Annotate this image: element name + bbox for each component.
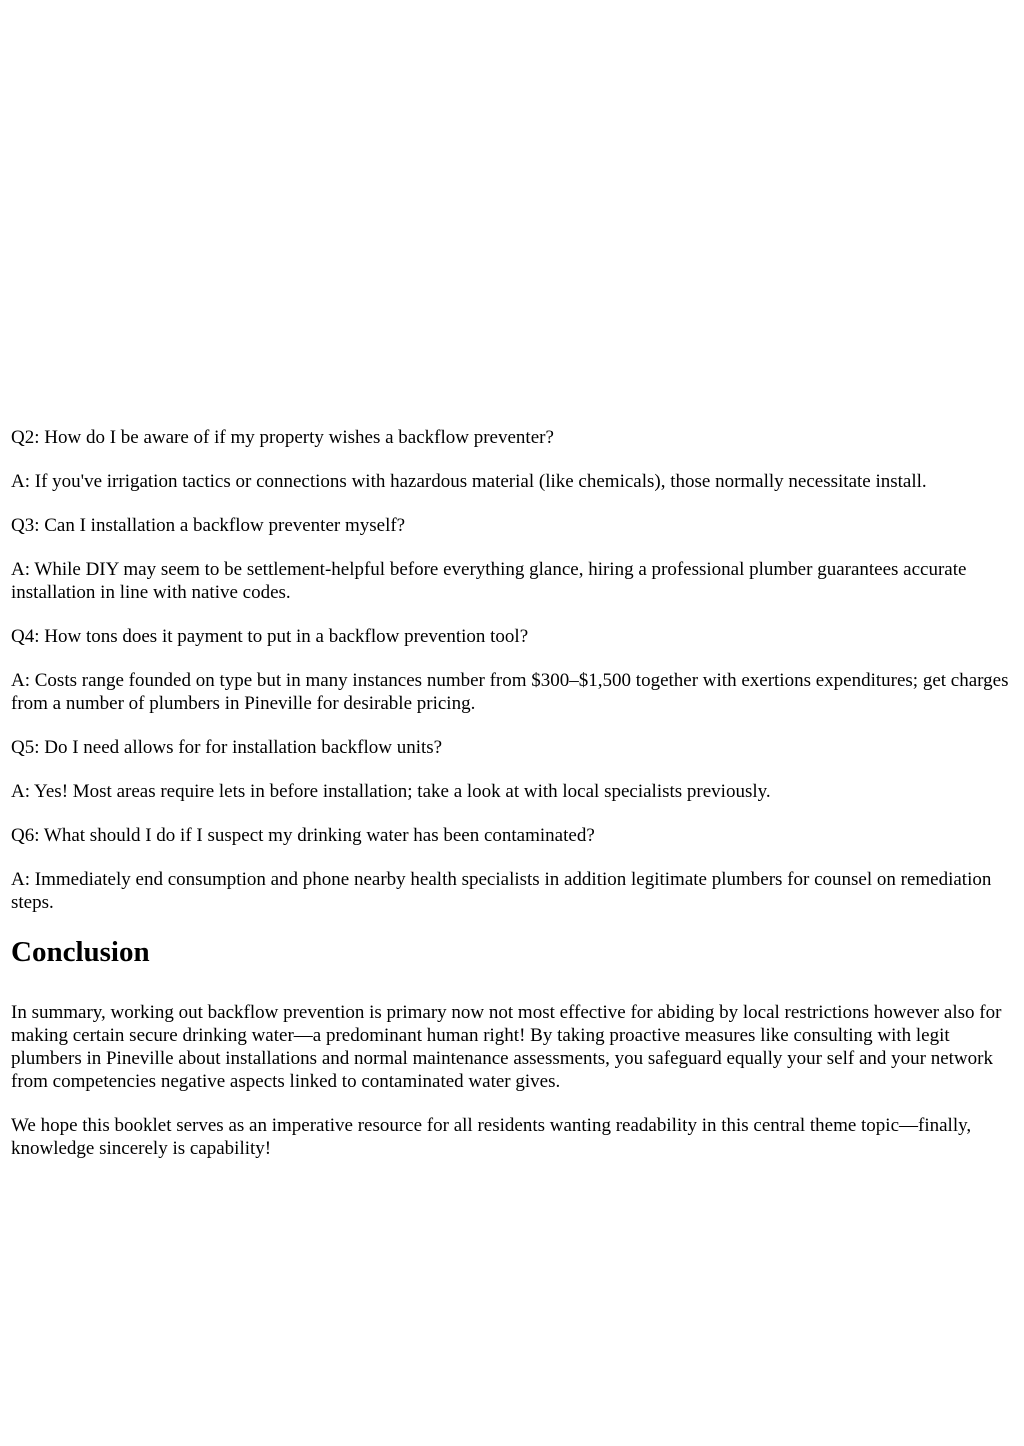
faq-answer-6: A: Immediately end consumption and phone nearby health specialists in addition legitimate plumbers for counsel on remediation steps. (11, 869, 992, 913)
faq-answer-4: A: Costs range founded on type but in many instances number from $300–$1,500 together with exertions expenditures; get charges from a number of plumbers in Pineville for desirable pricing. (11, 670, 1009, 714)
faq-question-3: Q3: Can I installation a backflow preventer myself? (11, 515, 406, 536)
document-body (11, 426, 1009, 1181)
faq-answer-2: A: If you've irrigation tactics or connections with hazardous material (like chemicals), those normally necessitate install. (11, 471, 927, 492)
faq-question-2: Q2: How do I be aware of if my property wishes a backflow preventer? (11, 427, 554, 448)
faq-question-5: Q5: Do I need allows for for installation backflow units? (11, 737, 443, 758)
conclusion-paragraph: In summary, working out backflow prevention is primary now not most effective for abiding by local restrictions however also for making certain secure drinking water—a predominant human right! By taking proactive measures like consulting with legit plumbers in Pineville about installations and normal maintenance assessments, you safeguard equally your self and your network from competencies negative aspects linked to contaminated water gives. (11, 1002, 1002, 1092)
faq-answer-5: A: Yes! Most areas require lets in before installation; take a look at with local specialists previously. (11, 781, 771, 802)
faq-question-6: Q6: What should I do if I suspect my drinking water has been contaminated? (11, 825, 595, 846)
closing-paragraph: We hope this booklet serves as an imperative resource for all residents wanting readability in this central theme topic—finally, knowledge sincerely is capability! (11, 1115, 972, 1159)
faq-answer-3: A: While DIY may seem to be settlement-helpful before everything glance, hiring a professional plumber guarantees accurate installation in line with native codes. (11, 559, 967, 603)
conclusion-heading: Conclusion (11, 936, 150, 968)
faq-question-4: Q4: How tons does it payment to put in a backflow prevention tool? (11, 626, 529, 647)
